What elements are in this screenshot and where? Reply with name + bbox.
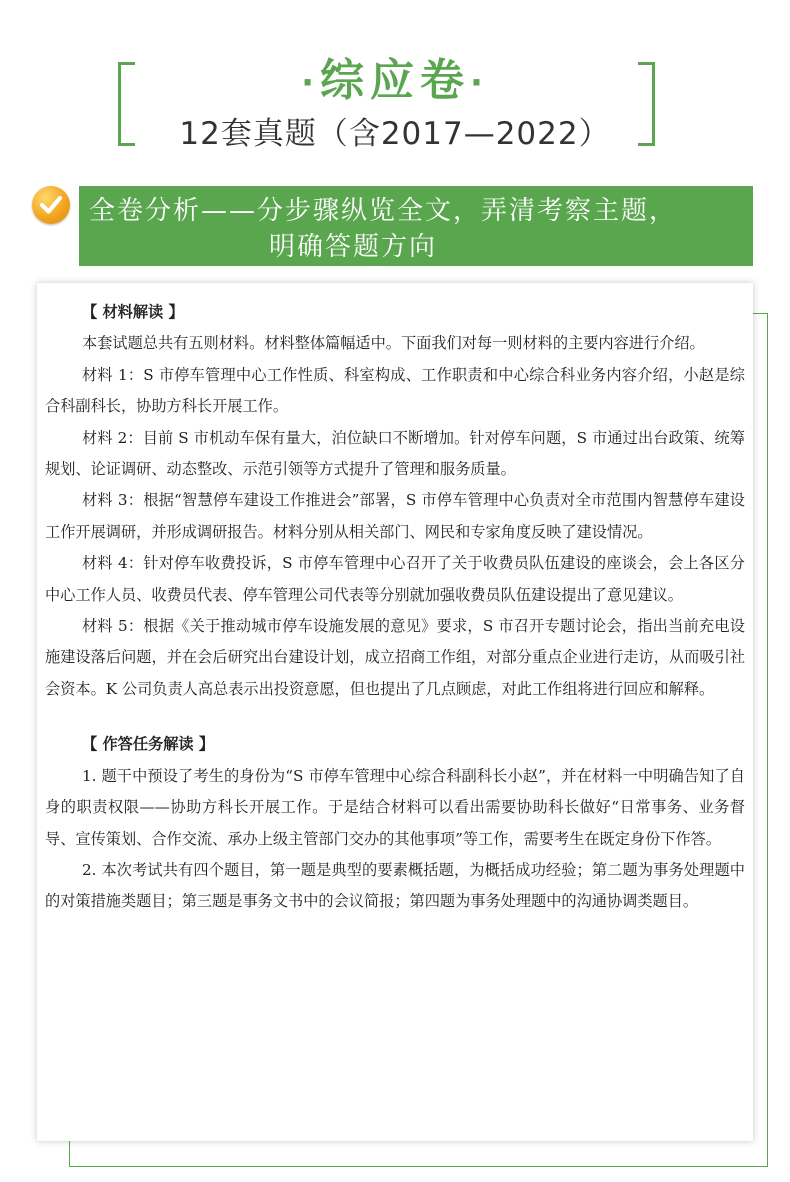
title-text: 综应卷 [320, 55, 470, 106]
page-subtitle: 12套真题（含2017—2022） [179, 116, 611, 152]
task-paragraph: 2. 本次考试共有四个题目，第一题是典型的要素概括题，为概括成功经验；第二题为事务处理题中的对策措施类题目；第三题是事务文书中的会议简报；第四题为事务处理题中的沟通协调类题目。 [45, 860, 745, 911]
title-dot-left: · [301, 63, 320, 103]
banner-line-2: 明确答题方向 [269, 232, 438, 262]
section-banner [79, 186, 753, 266]
material-paragraph: 材料 1：S 市停车管理中心工作性质、科室构成、工作职责和中心综合科业务内容介绍，小赵是综合科副科长，协助方科长开展工作。 [45, 365, 745, 416]
material-paragraph: 本套试题总共有五则材料。材料整体篇幅适中。下面我们对每一则材料的主要内容进行介绍。 [82, 334, 705, 353]
material-analysis-heading: 【 材料解读 】 [82, 303, 184, 321]
title-dot-right: · [470, 63, 489, 103]
material-paragraph: 材料 4：针对停车收费投诉，S 市停车管理中心召开了关于收费员队伍建设的座谈会，会上各区分中心工作人员、收费员代表、停车管理公司代表等分别就加强收费员队伍建设提出了意见建议。 [45, 554, 745, 604]
card-body [45, 297, 745, 918]
material-paragraph: 材料 3：根据“智慧停车建设工作推进会”部署，S 市停车管理中心负责对全市范围内智慧停车建设工作开展调研，并形成调研报告。材料分别从相关部门、网民和专家角度反映了建设情况。 [45, 491, 745, 541]
task-paragraph: 1. 题干中预设了考生的身份为“S 市停车管理中心综合科副科长小赵”，并在材料一中明确告知了自身的职责权限——协助方科长开展工作。于是结合材料可以看出需要协助科长做好“日常事务、业务督导、宣传策划、合作交流、承办上级主管部门交办的其他事项”等工作，需要考生在既定身份下作答。 [45, 766, 745, 848]
material-paragraph: 材料 2：目前 S 市机动车保有量大，泊位缺口不断增加。针对停车问题，S 市通过出台政策、统筹规划、论证调研、动态整改、示范引领等方式提升了管理和服务质量。 [45, 428, 745, 479]
check-circle-icon [32, 186, 70, 224]
page-title [0, 44, 790, 108]
task-analysis-heading: 【 作答任务解读 】 [82, 735, 215, 754]
material-paragraph: 材料 5：根据《关于推动城市停车设施发展的意见》要求，S 市召开专题讨论会，指出当前充电设施建设落后问题，并在会后研究出台建设计划，成立招商工作组，对部分重点企业进行走访，从而吸引社会资本。K 公司负责人高总表示出投资意愿，但也提出了几点顾虑，对此工作组将进行回应和解释。 [45, 617, 745, 698]
content-card [37, 283, 753, 1141]
section-gap [45, 705, 745, 729]
banner-line-1: 全卷分析——分步骤纵览全文，弄清考察主题， [89, 196, 678, 226]
